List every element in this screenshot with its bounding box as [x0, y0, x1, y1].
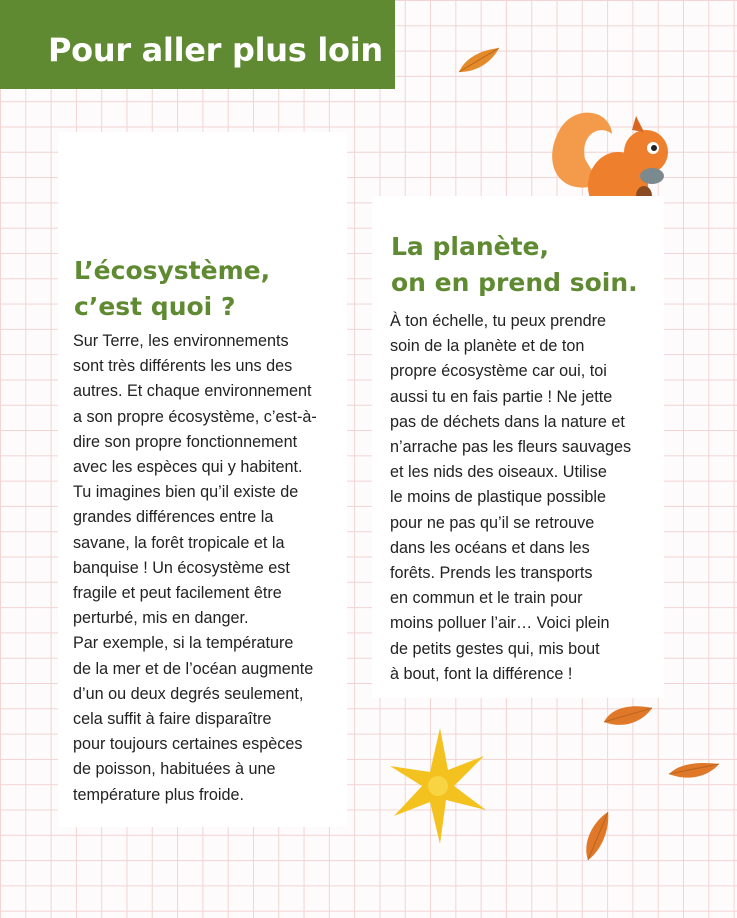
body-line: soin de la planète et de ton	[390, 337, 585, 356]
falling-leaf-icon	[667, 758, 721, 786]
body-line: pour ne pas qu’il se retrouve	[390, 513, 595, 532]
body-line: banquise ! Un écosystème est	[73, 558, 290, 577]
body-line: sont très différents les uns des	[73, 357, 293, 376]
body-line: n’arrache pas les fleurs sauvages	[390, 438, 632, 457]
body-line: savane, la forêt tropicale et la	[73, 533, 285, 552]
body-line: grandes différences entre la	[73, 508, 274, 527]
planet-heading	[391, 229, 661, 301]
body-line: en commun et le train pour	[390, 589, 583, 608]
planet-body	[390, 309, 662, 687]
body-line: avec les espèces qui y habitent.	[73, 458, 303, 477]
body-line: de la mer et de l’océan augmente	[73, 659, 314, 678]
banner-title: Pour aller plus loin	[48, 31, 383, 69]
body-line: le moins de plastique possible	[390, 488, 606, 507]
body-line: perturbé, mis en danger.	[73, 609, 249, 628]
body-line: moins polluer l’air… Voici plein	[390, 614, 610, 633]
heading-line: La planète,	[391, 232, 549, 261]
body-line: dire son propre fonctionnement	[73, 432, 298, 451]
ecosystem-card	[58, 132, 347, 827]
body-line: cela suffit à faire disparaître	[73, 710, 272, 729]
body-line: fragile et peut facilement être	[73, 584, 282, 603]
falling-leaf-icon	[578, 808, 618, 864]
body-line: de petits gestes qui, mis bout	[390, 639, 600, 658]
body-line: forêts. Prends les transports	[390, 564, 593, 583]
body-line: dans les océans et dans les	[390, 538, 590, 557]
body-line: Tu imagines bien qu’il existe de	[73, 483, 299, 502]
heading-line: L’écosystème,	[74, 256, 271, 285]
body-line: pour toujours certaines espèces	[73, 735, 303, 754]
body-line: à bout, font la différence !	[390, 664, 573, 683]
body-line: et les nids des oiseaux. Utilise	[390, 463, 607, 482]
body-line: aussi tu en fais partie ! Ne jette	[390, 387, 613, 406]
planet-card	[372, 196, 664, 698]
ecosystem-heading	[74, 253, 344, 325]
falling-leaf-icon	[455, 40, 505, 80]
body-line: de poisson, habituées à une	[73, 760, 276, 779]
heading-line: c’est quoi ?	[74, 292, 236, 321]
body-line: température plus froide.	[73, 785, 244, 804]
falling-leaf-icon	[600, 700, 656, 734]
body-line: Sur Terre, les environnements	[73, 332, 289, 350]
body-line: propre écosystème car oui, toi	[390, 362, 607, 381]
ecosystem-body	[73, 329, 348, 808]
body-line: Par exemple, si la température	[73, 634, 294, 653]
body-line: autres. Et chaque environnement	[73, 382, 312, 401]
heading-line: on en prend soin.	[391, 268, 638, 297]
body-line: a son propre écosystème, c’est-à-	[73, 407, 317, 426]
body-line: pas de déchets dans la nature et	[390, 412, 625, 431]
yellow-star-icon	[388, 726, 488, 846]
body-line: d’un ou deux degrés seulement,	[73, 684, 304, 703]
body-line: À ton échelle, tu peux prendre	[390, 312, 606, 330]
page-banner	[0, 0, 395, 89]
